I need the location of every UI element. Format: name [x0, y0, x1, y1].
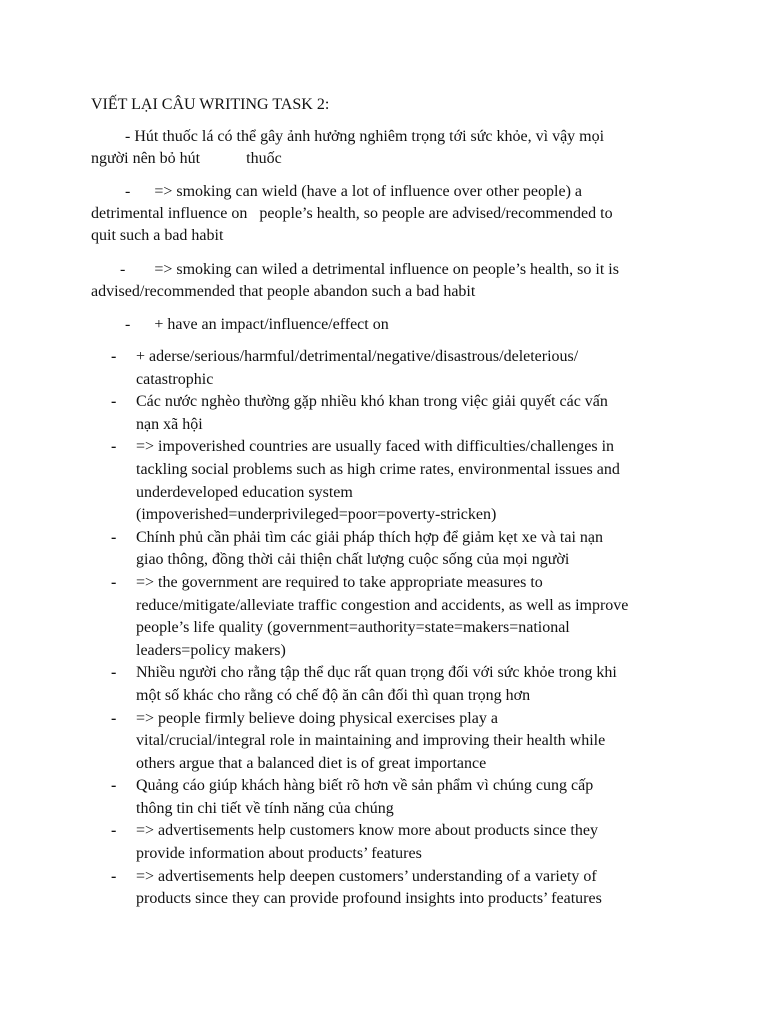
- paragraph-line: [91, 181, 681, 203]
- list-item: [111, 866, 691, 911]
- paragraph-text: people’s health, so people are advised/recommended to: [259, 205, 613, 222]
- list-item-line: others argue that a balanced diet is of great importance: [136, 754, 487, 772]
- paragraph-text: detrimental influence on: [91, 205, 248, 222]
- paragraph-text: => smoking can wield (have a lot of influence over other people) a: [154, 183, 582, 200]
- list-item-line: catastrophic: [136, 370, 214, 388]
- list-item: [111, 391, 691, 436]
- bullet-list: [111, 346, 691, 911]
- paragraph-line: [91, 314, 681, 336]
- list-item-line: => people firmly believe doing physical exercises play a: [136, 709, 498, 727]
- list-item-line: => advertisements help customers know more about products since they: [136, 822, 598, 840]
- list-item: [111, 820, 691, 865]
- paragraph-text: => smoking can wiled a detrimental influence on people’s health, so it is: [154, 261, 619, 278]
- list-item-line: => advertisements help deepen customers’ understanding of a variety of: [136, 867, 597, 885]
- bullet-marker: -: [111, 709, 117, 727]
- dash-marker: -: [120, 261, 126, 278]
- list-item: [111, 436, 691, 526]
- list-item: [111, 662, 691, 707]
- paragraph-line: [91, 148, 681, 170]
- list-item-line: people’s life quality (government=authority=state=makers=national: [136, 619, 570, 637]
- paragraph-vietnamese-prompt: [91, 126, 681, 170]
- dash-marker: -: [125, 183, 131, 200]
- list-item-line: Quảng cáo giúp khách hàng biết rõ hơn về sản phẩm vì chúng cung cấp: [136, 777, 594, 795]
- bullet-marker: -: [111, 438, 117, 456]
- list-item-line: leaders=policy makers): [136, 641, 286, 659]
- bullet-marker: -: [111, 777, 117, 795]
- bullet-marker: -: [111, 573, 117, 591]
- bullet-marker: -: [111, 528, 117, 546]
- list-item: [111, 708, 691, 776]
- list-item-line: products since they can provide profound insights into products’ features: [136, 890, 602, 908]
- list-item-line: vital/crucial/integral role in maintaining and improving their health while: [136, 732, 606, 750]
- list-item-line: giao thông, đồng thời cải thiện chất lượng cuộc sống của mọi người: [136, 551, 570, 569]
- bullet-marker: -: [111, 348, 117, 365]
- paragraph-vocabulary: [91, 314, 681, 336]
- list-item-line: underdeveloped education system: [136, 483, 353, 501]
- list-item-line: Các nước nghèo thường gặp nhiều khó khan trong việc giải quyết các vấn: [136, 393, 608, 411]
- list-item-line: thông tin chi tiết về tính năng của chúng: [136, 799, 394, 817]
- list-item: [111, 572, 691, 662]
- paragraph-line: advised/recommended that people abandon such a bad habit: [91, 283, 476, 300]
- paragraph-translation-2: [91, 259, 681, 303]
- bullet-marker: -: [111, 822, 117, 840]
- bullet-marker: -: [111, 867, 117, 885]
- list-item: [111, 346, 691, 391]
- list-item-line: provide information about products’ features: [136, 845, 422, 863]
- list-item-line: => impoverished countries are usually faced with difficulties/challenges in: [136, 438, 615, 456]
- list-item: [111, 775, 691, 820]
- paragraph-translation-1: [91, 181, 681, 247]
- list-item-line: nạn xã hội: [136, 415, 203, 433]
- list-item-line: => the government are required to take appropriate measures to: [136, 573, 543, 591]
- paragraph-text: thuốc: [246, 150, 282, 167]
- paragraph-line: [91, 259, 681, 281]
- list-item-line: Nhiều người cho rằng tập thể dục rất quan trọng đối với sức khỏe trong khi: [136, 664, 617, 682]
- list-item-line: một số khác cho rằng có chế độ ăn cân đối thì quan trọng hơn: [136, 686, 531, 704]
- bullet-marker: -: [111, 393, 117, 411]
- list-item-line: tackling social problems such as high crime rates, environmental issues and: [136, 460, 620, 478]
- bullet-marker: -: [111, 664, 117, 682]
- paragraph-text: + have an impact/influence/effect on: [154, 316, 389, 333]
- list-item-line: (impoverished=underprivileged=poor=poverty-stricken): [136, 506, 497, 524]
- list-item-line: reduce/mitigate/alleviate traffic congestion and accidents, as well as improve: [136, 596, 629, 614]
- list-item-line: Chính phủ cần phải tìm các giải pháp thích hợp để giảm kẹt xe và tai nạn: [136, 528, 603, 546]
- paragraph-line: quit such a bad habit: [91, 227, 224, 244]
- document-title: VIẾT LẠI CÂU WRITING TASK 2:: [91, 96, 330, 113]
- paragraph-line: - Hút thuốc lá có thể gây ảnh hưởng nghiêm trọng tới sức khỏe, vì vậy mọi: [125, 128, 605, 145]
- paragraph-text: người nên bỏ hút: [91, 150, 201, 167]
- list-item: [111, 527, 691, 572]
- list-item-line: + aderse/serious/harmful/detrimental/negative/disastrous/deleterious/: [136, 348, 579, 365]
- dash-marker: -: [125, 316, 131, 333]
- paragraph-line: [91, 203, 681, 225]
